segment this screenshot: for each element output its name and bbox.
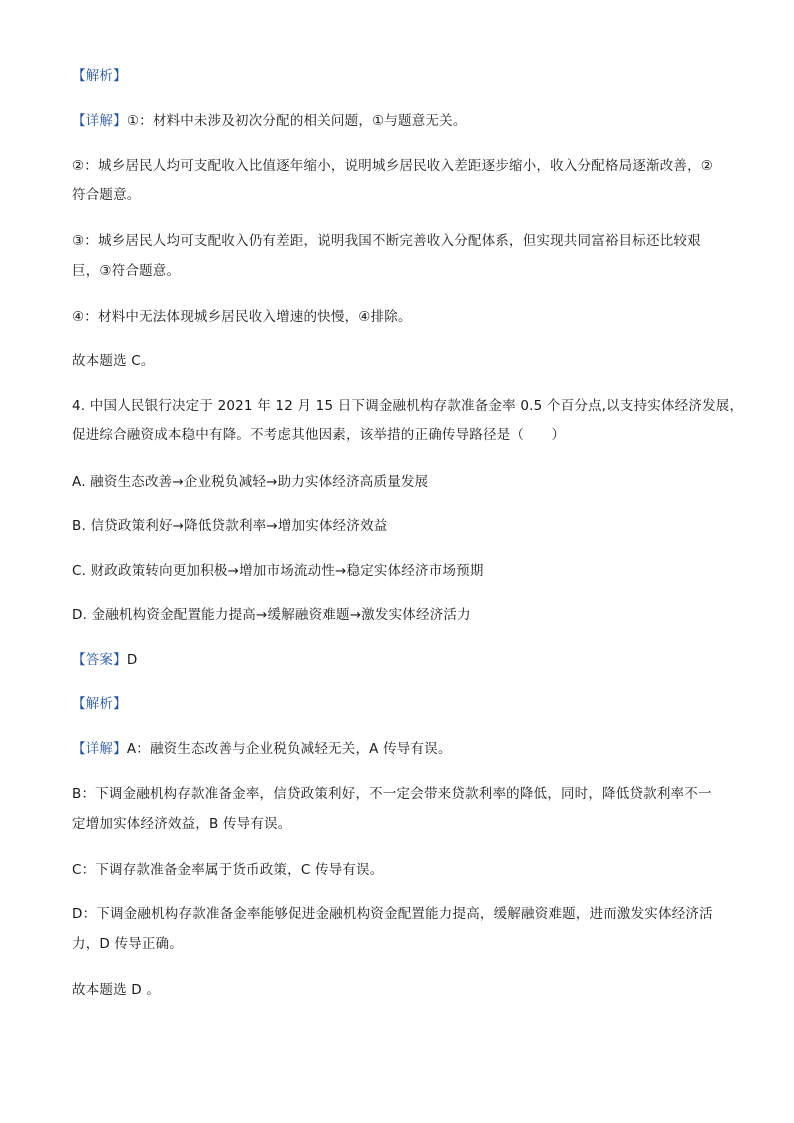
detail-d-line-2: 力，D 传导正确。 xyxy=(72,936,183,952)
detail-text: ①：材料中未涉及初次分配的相关问题，①与题意无关。 xyxy=(126,113,467,129)
detail-a-line xyxy=(72,740,732,758)
option-c: C. 财政政策转向更加积极→增加市场流动性→稳定实体经济市场预期 xyxy=(72,563,484,579)
point-3-line-2: 巨，③符合题意。 xyxy=(72,263,181,279)
analysis-heading-2 xyxy=(72,695,732,713)
point-2-line-2: 符合题意。 xyxy=(72,187,141,203)
option-b: B. 信贷政策利好→降低贷款利率→增加实体经济效益 xyxy=(72,518,388,534)
answer-tag: 【答案】 xyxy=(72,652,127,668)
conclusion-1: 故本题选 C。 xyxy=(72,353,155,369)
detail-tag: 【详解】 xyxy=(72,113,127,129)
point-2-line-1: ②：城乡居民人均可支配收入比值逐年缩小，说明城乡居民收入差距逐步缩小，收入分配格局逐渐改善，② xyxy=(72,158,714,174)
analysis-tag-2: 【解析】 xyxy=(72,696,127,712)
point-4: ④：材料中无法体现城乡居民收入增速的快慢，④排除。 xyxy=(72,309,412,325)
detail-tag-2: 【详解】 xyxy=(72,741,127,757)
point-3-line-1: ③：城乡居民人均可支配收入仍有差距，说明我国不断完善收入分配体系，但实现共同富裕目标还比较艰 xyxy=(72,233,701,249)
answer-line xyxy=(72,651,732,669)
detail-point-1 xyxy=(72,112,732,130)
detail-c-line: C：下调存款准备金率属于货币政策，C 传导有误。 xyxy=(72,862,384,878)
option-a: A. 融资生态改善→企业税负减轻→助力实体经济高质量发展 xyxy=(72,474,429,490)
detail-d-line-1: D：下调金融机构存款准备金率能够促进金融机构资金配置能力提高，缓解融资难题，进而激发实体经济活 xyxy=(72,906,713,922)
analysis-heading xyxy=(72,67,732,85)
detail-b-line-2: 定增加实体经济效益，B 传导有误。 xyxy=(72,816,292,832)
answer-value: D xyxy=(126,652,138,668)
conclusion-2: 故本题选 D 。 xyxy=(72,982,161,998)
question-4-stem-line-2: 促进综合融资成本稳中有降。不考虑其他因素，该举措的正确传导路径是（ ） xyxy=(72,427,566,443)
analysis-tag: 【解析】 xyxy=(72,68,127,84)
question-4-stem-line-1: 4. 中国人民银行决定于 2021 年 12 月 15 日下调金融机构存款准备金率 0.5 个百分点,以支持实体经济发展， xyxy=(72,398,744,414)
detail-b-line-1: B：下调金融机构存款准备金率，信贷政策利好，不一定会带来贷款利率的降低，同时，降低贷款利率不一 xyxy=(72,786,712,802)
detail-a-text: A：融资生态改善与企业税负减轻无关，A 传导有误。 xyxy=(126,741,452,757)
option-d: D. 金融机构资金配置能力提高→缓解融资难题→激发实体经济活力 xyxy=(72,607,471,623)
